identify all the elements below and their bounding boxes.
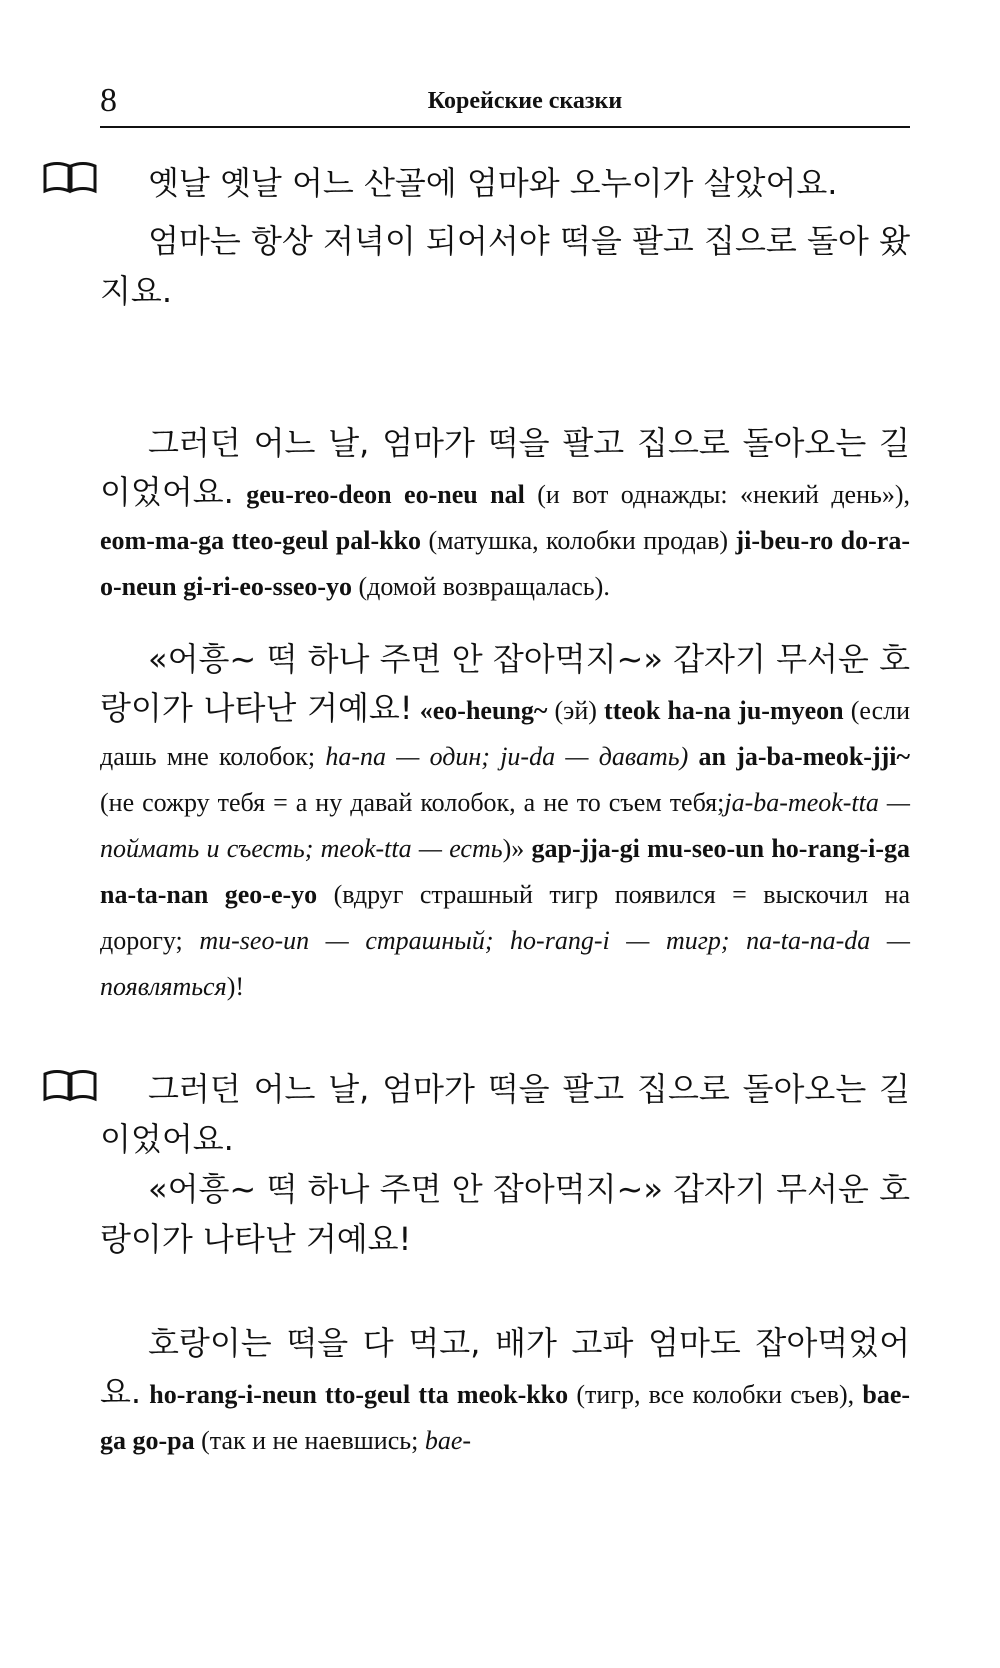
open-book-icon [43,1068,97,1102]
annotated-text: «어흥~ 떡 하나 주면 안 잡아먹지~» 갑자기 무서운 호랑이가 나타난 거예요! «eo-heung~ (эй) tteok ha-na ju-myeon (если дашь мне колобок; ha-na — один; ju-da — давать) an ja-ba-meok-jji~ (не сожру тебя = а ну давай колобок, а не то съем тебя;ja-ba-meok-tta — поймать и съесть; meok-tta — есть)» gap-jja-gi mu-seo-un ho-rang-i-ga na-ta-nan geo-e-yo (вдруг страшный тигр появился = выскочил на дорогу; mu-seo-un — страшный; ho-rang-i — тигр; na-ta-na-da — появляться)! [100,640,911,1001]
korean-line: 그러던 어느 날, 엄마가 떡을 팔고 집으로 돌아오는 길이었어요. [100,1070,910,1158]
korean-line: 옛날 옛날 어느 산골에 엄마와 오누이가 살았어요. [148,164,838,202]
running-title: Корейские сказки [427,88,623,114]
annotated-paragraph-2 [100,636,910,1010]
annotated-text: 호랑이는 떡을 다 먹고, 배가 고파 엄마도 잡아먹었어요. ho-rang-i-neun tto-geul tta meok-kko (тигр, все колобки съев), bae-ga go-pa (так и не наевшись; bae- [100,1324,911,1455]
reading-block-1 [100,158,910,316]
annotated-paragraph-1 [100,420,910,610]
page-header [100,82,910,128]
annotated-text: 그러던 어느 날, 엄마가 떡을 팔고 집으로 돌아오는 길이었어요. geu-reo-deon eo-neu nal (и вот однажды: «некий день»), eom-ma-ga tteo-geul pal-kko (матушка, колобки продав) ji-beu-ro do-ra-o-neun gi-ri-eo-sseo-yo (домой возвращалась). [100,424,911,601]
annotated-paragraph-3 [100,1320,910,1464]
korean-line: «어흥~ 떡 하나 주면 안 잡아먹지~» 갑자기 무서운 호랑이가 나타난 거예요! [100,1170,910,1258]
korean-line: 엄마는 항상 저녁이 되어서야 떡을 팔고 집으로 돌아 왔지요. [100,222,910,310]
open-book-icon [43,160,97,194]
page-number: 8 [100,82,117,119]
reading-block-2 [100,1064,910,1264]
